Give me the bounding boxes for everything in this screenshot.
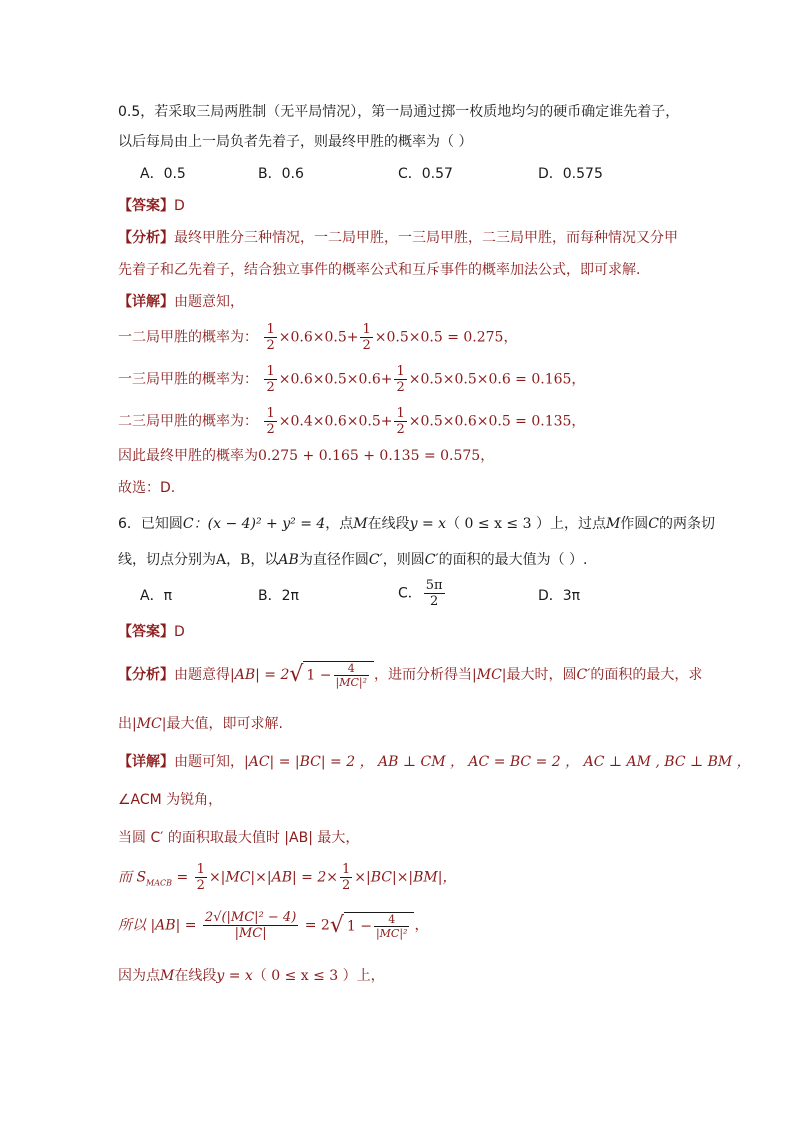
answer-value: D <box>174 198 185 214</box>
analysis-text: 最终甲胜分三种情况，一二局甲胜，一三局甲胜，二三局甲胜，而每种情况又分甲 <box>174 230 678 246</box>
q5-case2 <box>118 364 585 395</box>
total-expr: 0.275 + 0.165 + 0.135 = 0.575， <box>258 448 495 464</box>
q5-option-c: C．0.57 <box>398 166 453 182</box>
q6-analysis-line2: 出|MC|最大值，即可求解. <box>118 716 283 732</box>
case2-label: 一三局甲胜的概率为： <box>118 371 258 388</box>
q5-detail-intro <box>118 292 244 312</box>
case3-label: 二三局甲胜的概率为： <box>118 413 258 430</box>
q6-because-line: 因为点M在线段y = x（ 0 ≤ x ≤ 3 ）上， <box>118 968 385 984</box>
case3-expr-a: ×0.4×0.6×0.5+ <box>278 413 393 430</box>
q5-option-b: B．0.6 <box>258 166 304 182</box>
q6-angle-line: ∠ACM 为锐角， <box>118 792 223 808</box>
segment-range: （ 0 ≤ x ≤ 3 ） <box>446 516 550 532</box>
q5-option-a: A．0.5 <box>140 166 186 182</box>
q5-answer <box>118 196 185 216</box>
q5-option-d: D．0.575 <box>538 166 603 182</box>
detail-expr: |AC| = |BC| = 2 ， AB ⊥ CM ， AC = BC = 2 ， AC ⊥ AM , BC ⊥ BM ， <box>244 754 751 770</box>
option-c-fraction: $\frac{5\pi}{2}$ <box>425 578 443 609</box>
q6-answer <box>118 622 185 642</box>
detail-intro-text: 由题意知， <box>174 294 244 310</box>
fraction-half: $\frac{1}{2}$ <box>396 406 405 437</box>
case2-expr-b: ×0.5×0.5×0.6 = 0.165， <box>408 371 586 388</box>
segment-equation: y = x <box>409 516 447 532</box>
q6-when-line: 当圆 C′ 的面积取最大值时 |AB| 最大， <box>118 830 360 846</box>
q6-option-a: A．π <box>140 588 173 604</box>
fraction-half: $\frac{1}{2}$ <box>396 364 405 395</box>
q5-stem-line1: 0.5，若采取三局两胜制（无平局情况），第一局通过掷一枚质地均匀的硬币确定谁先着子， <box>118 104 680 120</box>
q6-stem-line1: 6．已知圆C：(x − 4)² + y² = 4，点M在线段y = x（ 0 ≤ x ≤ 3 ）上，过点M作圆C的两条切 <box>118 516 716 532</box>
q6-option-d: D．3π <box>538 588 581 604</box>
detail-tag: 【详解】 <box>118 754 174 770</box>
case1-expr-a: ×0.6×0.5+ <box>278 329 359 346</box>
q6-detail-line1: 【详解】由题可知，|AC| = |BC| = 2 ， AB ⊥ CM ， AC = BC = 2 ， AC ⊥ AM , BC ⊥ BM ， <box>118 754 751 770</box>
fraction-half: $\frac{1}{2}$ <box>266 364 275 395</box>
q5-analysis-line1 <box>118 228 678 248</box>
analysis-tag: 【分析】 <box>118 667 174 683</box>
case3-expr-b: ×0.5×0.6×0.5 = 0.135， <box>408 413 586 430</box>
so-fraction: $\frac{\text{2√(|MC|² − 4)}}{|MC|}$ <box>204 910 297 941</box>
fraction-half: $\frac{1}{2}$ <box>362 322 371 353</box>
q6-stem-line2: 线，切点分别为A，B，以AB为直径作圆C′，则圆C′的面积的最大值为（ ）. <box>118 552 588 568</box>
case1-label: 一二局甲胜的概率为： <box>118 329 258 346</box>
q6-area-line: 而 $S_{MACB}$ = $\frac{1}{2}$ ×|MC|×|AB| = 2× $\frac{1}{2}$ ×|BC|×|BM|， <box>118 862 457 893</box>
sqrt-expression: √ 1 − $\frac{4}{\text{|MC|²}}$ <box>330 911 415 941</box>
fraction-half: $\frac{1}{2}$ <box>196 862 205 893</box>
q5-analysis-line2: 先着子和乙先着子，结合独立事件的概率公式和互斥事件的概率加法公式，即可求解. <box>118 262 641 278</box>
fraction-half: $\frac{1}{2}$ <box>266 406 275 437</box>
case2-expr-a: ×0.6×0.5×0.6+ <box>278 371 393 388</box>
case1-expr-b: ×0.5×0.5 = 0.275， <box>374 329 518 346</box>
q5-stem-line2: 以后每局由上一局负者先着子，则最终甲胜的概率为（ ） <box>118 134 473 150</box>
q5-case3 <box>118 406 585 437</box>
q5-case1 <box>118 322 517 353</box>
q6-option-c: C． $\frac{5\pi}{2}$ <box>398 578 443 609</box>
q6-so-line: 所以 |AB| = $\frac{\text{2√(|MC|² − 4)}}{|MC|}$ = 2√ 1 − $\frac{4}{\text{|MC|²}}$ ， <box>118 910 429 941</box>
answer-tag: 【答案】 <box>118 198 174 214</box>
circle-equation: C：(x − 4)² + y² = 4 <box>182 516 326 532</box>
answer-tag: 【答案】 <box>118 624 174 640</box>
answer-value: D <box>174 624 185 640</box>
q5-choice: 故选：D. <box>118 480 176 496</box>
sqrt-expression: √ 1 − $\frac{4}{\text{|MC|²}}$ <box>289 660 374 690</box>
fraction-half: $\frac{1}{2}$ <box>341 862 351 893</box>
fraction-half: $\frac{1}{2}$ <box>266 322 275 353</box>
q6-analysis-line1: 【分析】由题意得|AB| = 2√ 1 − $\frac{4}{\text{|MC|²}}$ ，进而分析得当|MC|最大时，圆C′的面积的最大，求 <box>118 662 703 689</box>
q5-total <box>118 446 494 466</box>
analysis-tag: 【分析】 <box>118 230 174 246</box>
detail-tag: 【详解】 <box>118 294 174 310</box>
total-label: 因此最终甲胜的概率为 <box>118 448 258 464</box>
q6-option-b: B．2π <box>258 588 299 604</box>
